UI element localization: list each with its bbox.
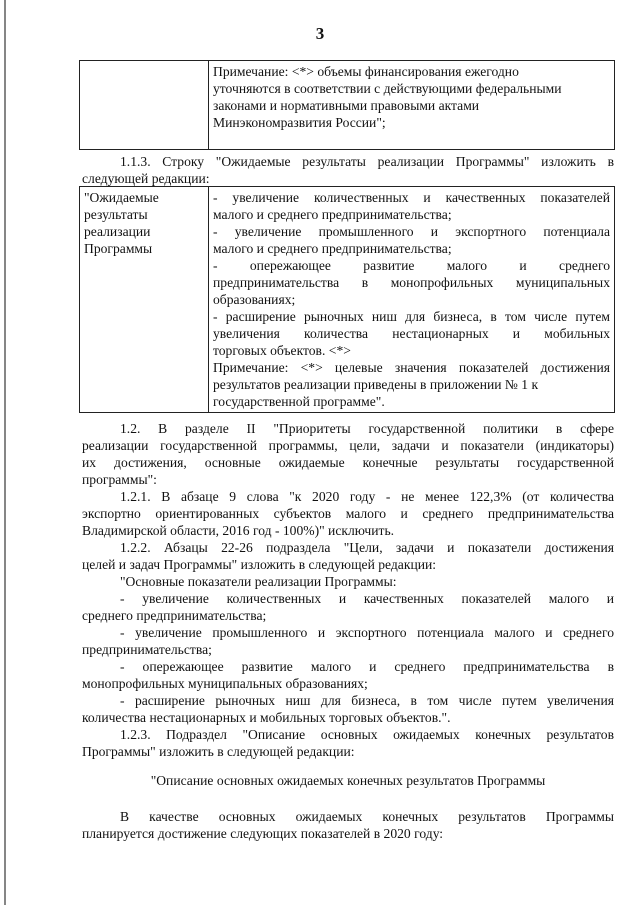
cell-line: - опережающее развитие малого и среднего — [213, 258, 610, 273]
section-heading: "Описание основных ожидаемых конечных результатов Программы — [150, 773, 546, 788]
cell-line: увеличения количества нестационарных и мобильных — [213, 326, 610, 341]
note-line: Минэкономразвития России"; — [213, 115, 386, 130]
text-line: 1.2.3. Подраздел "Описание основных ожидаемых конечных результатов — [120, 727, 614, 742]
note-line: уточняются в соответствии с действующими федеральными — [213, 81, 562, 96]
text-line: предпринимательства; — [82, 642, 212, 657]
text-line: - опережающее развитие малого и среднего предпринимательства в — [120, 659, 614, 674]
text-line: "Основные показатели реализации Программы: — [120, 574, 397, 589]
cell-line: образованиях; — [213, 292, 296, 307]
expected-results-label-cell — [80, 187, 209, 413]
text-line: - увеличение количественных и качественных показателей малого и — [120, 591, 614, 606]
scan-edge-line — [4, 0, 6, 905]
text-line: планируется достижение следующих показателей в 2020 году: — [82, 826, 444, 841]
expected-results-content-cell — [209, 187, 615, 413]
note-table-right-cell — [209, 61, 615, 150]
page-number: 3 — [315, 24, 325, 43]
paragraph-1-1-3 — [82, 153, 614, 187]
text-line: их достижения, основные ожидаемые конечные результаты государственной — [82, 455, 614, 470]
label-line: "Ожидаемые — [84, 190, 159, 205]
cell-line: результатов реализации приведены в приложении № 1 к — [213, 377, 539, 392]
note-line: законами и нормативными правовыми актами — [213, 98, 480, 113]
note-line: Примечание: <*> объемы финансирования ежегодно — [213, 64, 519, 79]
text-line: 1.1.3. Строку "Ожидаемые результаты реализации Программы" изложить в — [120, 154, 614, 169]
label-line: результаты — [84, 207, 148, 222]
cell-line: торговых объектов. <*> — [213, 343, 351, 358]
note-table-left-cell — [80, 61, 209, 150]
label-line: Программы — [84, 241, 153, 256]
text-line: программы": — [82, 472, 157, 487]
text-line: следующей редакции: — [82, 171, 210, 186]
final-paragraph — [82, 808, 614, 842]
label-line: реализации — [84, 224, 151, 239]
text-line: 1.2.2. Абзацы 22-26 подраздела "Цели, задачи и показатели достижения — [120, 540, 614, 555]
cell-line: Примечание: <*> целевые значения показателей достижения — [213, 360, 610, 375]
cell-line: предпринимательства в монопрофильных муниципальных — [213, 275, 610, 290]
body-text — [82, 420, 614, 760]
cell-line: малого и среднего предпринимательства; — [213, 241, 452, 256]
text-line: - расширение рыночных ниш для бизнеса, в том числе путем увеличения — [120, 693, 614, 708]
text-line: целей и задач Программы" изложить в следующей редакции: — [82, 557, 437, 572]
text-line: среднего предпринимательства; — [82, 608, 267, 623]
cell-line: государственной программе". — [213, 394, 385, 409]
cell-line: малого и среднего предпринимательства; — [213, 207, 452, 222]
text-line: монопрофильных муниципальных образованиях; — [82, 676, 368, 691]
cell-line: - увеличение количественных и качественных показателей — [213, 190, 610, 205]
note-table — [79, 60, 615, 150]
text-line: Владимирской области, 2016 год - 100%)" исключить. — [82, 523, 395, 538]
text-line: количества нестационарных и мобильных торговых объектов.". — [82, 710, 451, 725]
cell-line: - расширение рыночных ниш для бизнеса, в том числе путем — [213, 309, 610, 324]
text-line: 1.2.1. В абзаце 9 слова "к 2020 году - не менее 122,3% (от количества — [120, 489, 614, 504]
text-line: В качестве основных ожидаемых конечных результатов Программы — [120, 809, 614, 824]
expected-results-table — [79, 186, 615, 413]
cell-line: - увеличение промышленного и экспортного потенциала — [213, 224, 610, 239]
text-line: - увеличение промышленного и экспортного потенциала малого и среднего — [120, 625, 614, 640]
text-line: Программы" изложить в следующей редакции: — [82, 744, 355, 759]
text-line: экспортно ориентированных субъектов малого и среднего предпринимательства — [82, 506, 614, 521]
text-line: реализации государственной программы, цели, задачи и показатели (индикаторы) — [82, 438, 614, 453]
text-line: 1.2. В разделе II "Приоритеты государственной политики в сфере — [120, 421, 614, 436]
